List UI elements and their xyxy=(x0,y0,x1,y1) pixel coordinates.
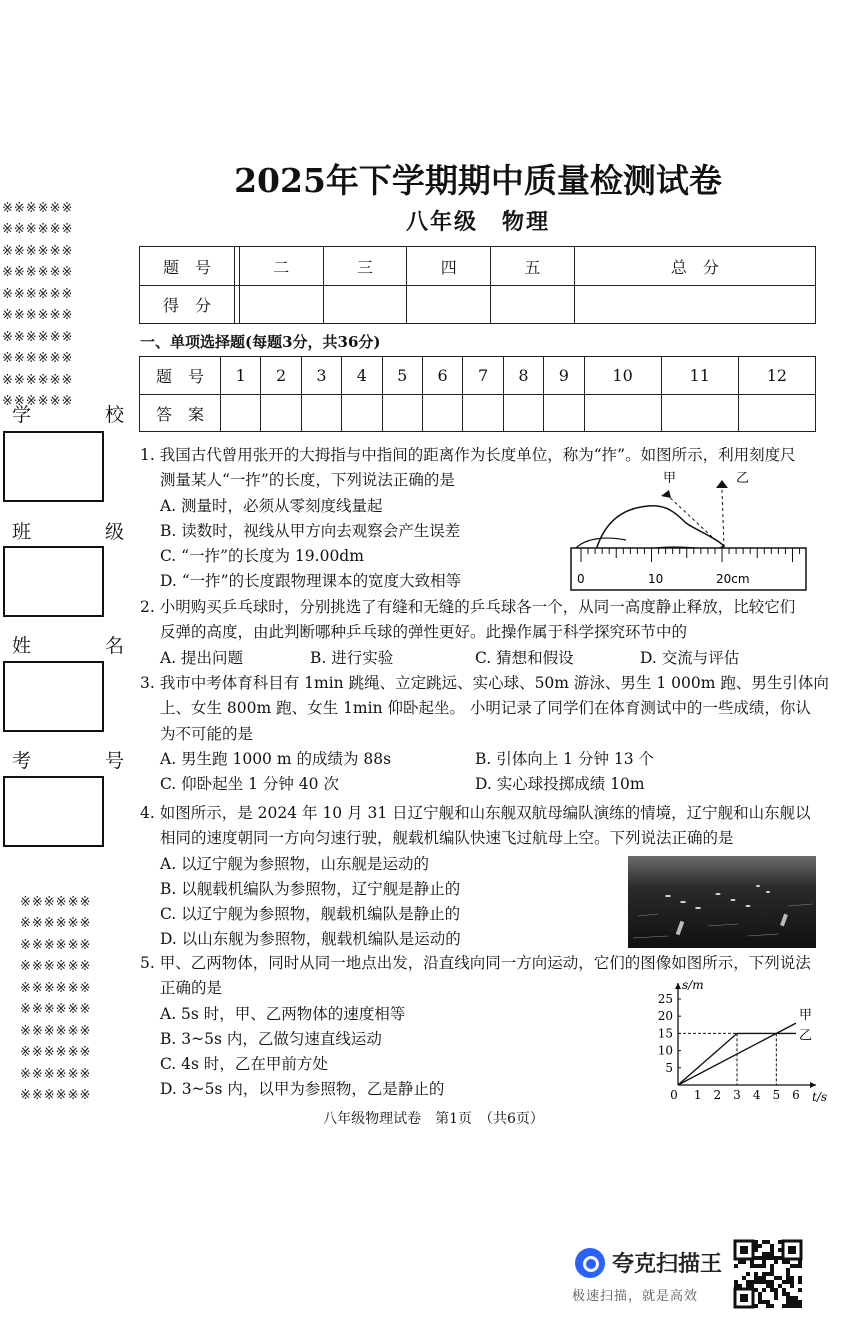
page-footer: 八年级物理试卷 第1页 （共6页） xyxy=(323,1111,544,1127)
q2-option-c: C. 猜想和假设 xyxy=(475,648,574,667)
answer-cell[interactable] xyxy=(261,395,301,432)
q4-stem: 相同的速度朝同一方向匀速行驶，舰载机编队快速飞过航母上空。下列说法正确的是 xyxy=(160,829,734,848)
svg-text:0: 0 xyxy=(577,572,585,586)
q4-option-d: D. 以山东舰为参照物，舰载机编队是运动的 xyxy=(160,930,461,949)
q3-option-c: C. 仰卧起坐 1 分钟 40 次 xyxy=(160,775,339,794)
page-subtitle: 八年级 物理 xyxy=(405,209,550,235)
series-label: 甲 xyxy=(799,1008,813,1024)
x-arrow xyxy=(810,1082,816,1088)
q5-option-c: C. 4s 时，乙在甲前方处 xyxy=(160,1055,328,1074)
score-table xyxy=(139,246,816,324)
question-number: 5 xyxy=(382,357,422,395)
score-col: 总 分 xyxy=(574,247,815,286)
section1-heading: 一、单项选择题(每题3分，共36分) xyxy=(140,333,381,351)
y-tick-label: 25 xyxy=(657,992,673,1006)
score-cell[interactable] xyxy=(574,286,815,324)
q5-option-b: B. 3~5s 内，乙做匀速直线运动 xyxy=(160,1029,382,1048)
question-number: 11 xyxy=(661,357,738,395)
x-tick-label: 0 xyxy=(670,1088,678,1102)
question-number: 6 xyxy=(422,357,462,395)
y-tick-label: 20 xyxy=(657,1009,673,1024)
answer-cell[interactable] xyxy=(584,395,661,432)
side-stars-top: ※※※※※※ ※※※※※※ ※※※※※※ ※※※※※※ ※※※※※※ ※※※※※※ ※※※※※※ ※※※※※※ ※※※※※※ ※※※※※※ xyxy=(2,200,74,409)
q5-option-a: A. 5s 时，甲、乙两物体的速度相等 xyxy=(160,1004,406,1023)
svg-text:20cm: 20cm xyxy=(716,572,750,586)
label-yi: 乙 xyxy=(736,471,750,486)
label-jia: 甲 xyxy=(663,471,677,486)
logo-mark-icon xyxy=(583,1256,599,1272)
q3-option-d: D. 实心球投掷成绩 10m xyxy=(475,775,645,794)
answer-row1-label: 题 号 xyxy=(140,357,221,395)
question-number: 1 xyxy=(221,357,261,395)
q3-stem: 3. 我市中考体育科目有 1min 跳绳、立定跳远、实心球、50m 游泳、男生 1 000m 跑、男生引体向 xyxy=(140,674,829,692)
series-label: 乙 xyxy=(799,1028,813,1044)
answer-cell[interactable] xyxy=(503,395,543,432)
answer-table xyxy=(139,356,816,432)
answer-cell[interactable] xyxy=(301,395,341,432)
score-cell[interactable] xyxy=(239,286,323,324)
question-number: 2 xyxy=(261,357,301,395)
answer-cell[interactable] xyxy=(544,395,584,432)
score-col: 四 xyxy=(407,247,491,286)
q1-stem: 1. 我国古代曾用张开的大拇指与中指间的距离作为长度单位，称为“拃”。如图所示，利用刻度尺 xyxy=(140,446,796,464)
x-axis-label: t/s xyxy=(812,1090,828,1104)
x-tick-label: 6 xyxy=(792,1088,800,1102)
q1-option-d: D. “一拃”的长度跟物理课本的宽度大致相等 xyxy=(160,572,462,591)
x-tick-label: 4 xyxy=(752,1088,761,1102)
score-row2-label: 得 分 xyxy=(140,286,235,324)
label-class: 班 级 xyxy=(12,521,159,543)
score-cell[interactable] xyxy=(491,286,575,324)
q3-option-a: A. 男生跑 1000 m 的成绩为 88s xyxy=(160,749,392,768)
x-tick-label: 5 xyxy=(772,1088,781,1102)
y-tick-label: 15 xyxy=(657,1026,673,1041)
page-title: 2025年下学期期中质量检测试卷 xyxy=(234,161,722,200)
question-2 xyxy=(140,595,795,671)
score-col: 三 xyxy=(323,247,407,286)
y-tick-label: 5 xyxy=(665,1060,673,1075)
question-number: 8 xyxy=(503,357,543,395)
question-number: 4 xyxy=(342,357,382,395)
q4-option-c: C. 以辽宁舰为参照物，舰载机编队是静止的 xyxy=(160,905,461,924)
q2-stem: 2. 小明购买乒乓球时，分别挑选了有缝和无缝的乒乓球各一个，从同一高度静止释放，比较它们 xyxy=(140,598,796,616)
question-number: 3 xyxy=(301,357,341,395)
ruler-hand-figure xyxy=(566,468,811,592)
q1-option-c: C. “一拃”的长度为 19.00dm xyxy=(160,547,364,566)
answer-cell[interactable] xyxy=(661,395,738,432)
score-row1-label: 题 号 xyxy=(140,247,235,286)
q3-stem: 上、女生 800m 跑、女生 1min 仰卧起坐。 小明记录了同学们在体育测试中的一些成绩，你认 xyxy=(160,699,811,718)
hand-icon xyxy=(596,506,724,550)
answer-cell[interactable] xyxy=(463,395,503,432)
scanner-brand: 夸克扫描王 xyxy=(612,1252,723,1277)
eye-icon xyxy=(716,480,728,488)
answer-cell[interactable] xyxy=(422,395,462,432)
svg-text:10: 10 xyxy=(648,572,664,586)
side-stars-bottom: ※※※※※※ ※※※※※※ ※※※※※※ ※※※※※※ ※※※※※※ ※※※※※※ ※※※※※※ ※※※※※※ ※※※※※※ ※※※※※※ xyxy=(20,894,92,1103)
q5-stem: 5. 甲、乙两物体，同时从同一地点出发，沿直线向同一方向运动，它们的图像如图所示，下列说法 xyxy=(140,954,811,972)
y-tick-label: 10 xyxy=(657,1043,673,1058)
question-3 xyxy=(140,671,829,797)
score-col: 五 xyxy=(491,247,575,286)
scanner-logo xyxy=(575,1248,605,1278)
label-exam-number: 考 号 xyxy=(12,750,159,772)
answer-row2-label: 答 案 xyxy=(140,395,221,432)
score-cell[interactable] xyxy=(323,286,407,324)
y-axis-label: s/m xyxy=(682,978,704,992)
q4-stem: 4. 如图所示，是 2024 年 10 月 31 日辽宁舰和山东舰双航母编队演练的情境，辽宁舰和山东舰以 xyxy=(140,804,811,822)
label-name: 姓 名 xyxy=(12,635,159,657)
carrier-formation-photo xyxy=(628,856,816,948)
q4-option-a: A. 以辽宁舰为参照物，山东舰是运动的 xyxy=(160,854,430,873)
q1-option-b: B. 读数时，视线从甲方向去观察会产生误差 xyxy=(160,521,461,540)
x-tick-label: 3 xyxy=(733,1088,741,1102)
q2-option-b: B. 进行实验 xyxy=(310,648,394,667)
q5-stem: 正确的是 xyxy=(160,979,223,998)
class-field[interactable] xyxy=(3,546,104,617)
question-number: 12 xyxy=(738,357,815,395)
q3-stem: 为不可能的是 xyxy=(160,724,254,743)
answer-cell[interactable] xyxy=(342,395,382,432)
answer-cell[interactable] xyxy=(738,395,815,432)
q5-option-d: D. 3~5s 内，以甲为参照物，乙是静止的 xyxy=(160,1080,445,1099)
score-col: 二 xyxy=(239,247,323,286)
q3-option-b: B. 引体向上 1 分钟 13 个 xyxy=(475,749,655,768)
label-school: 学 校 xyxy=(12,404,159,426)
qr-code-icon xyxy=(734,1240,802,1308)
scanner-slogan: 极速扫描，就是高效 xyxy=(572,1289,699,1304)
name-field[interactable] xyxy=(3,661,104,732)
q2-stem: 反弹的高度，由此判断哪种乒乓球的弹性更好。此操作属于科学探究环节中的 xyxy=(160,623,688,642)
x-tick-label: 2 xyxy=(713,1088,722,1102)
ruler xyxy=(571,548,806,590)
x-tick-label: 1 xyxy=(693,1088,702,1102)
question-number: 10 xyxy=(584,357,661,395)
q4-option-b: B. 以舰载机编队为参照物，辽宁舰是静止的 xyxy=(160,879,461,898)
exam-number-field[interactable] xyxy=(3,776,104,847)
answer-cell[interactable] xyxy=(221,395,261,432)
q1-option-a: A. 测量时，必须从零刻度线量起 xyxy=(160,496,383,515)
q2-option-d: D. 交流与评估 xyxy=(640,648,740,667)
question-number: 9 xyxy=(544,357,584,395)
st-graph xyxy=(650,975,828,1105)
school-field[interactable] xyxy=(3,431,104,502)
score-cell[interactable] xyxy=(407,286,491,324)
q1-stem: 测量某人“一拃”的长度，下列说法正确的是 xyxy=(160,471,455,490)
answer-cell[interactable] xyxy=(382,395,422,432)
q2-option-a: A. 提出问题 xyxy=(160,648,244,667)
question-number: 7 xyxy=(463,357,503,395)
y-arrow xyxy=(675,983,681,989)
